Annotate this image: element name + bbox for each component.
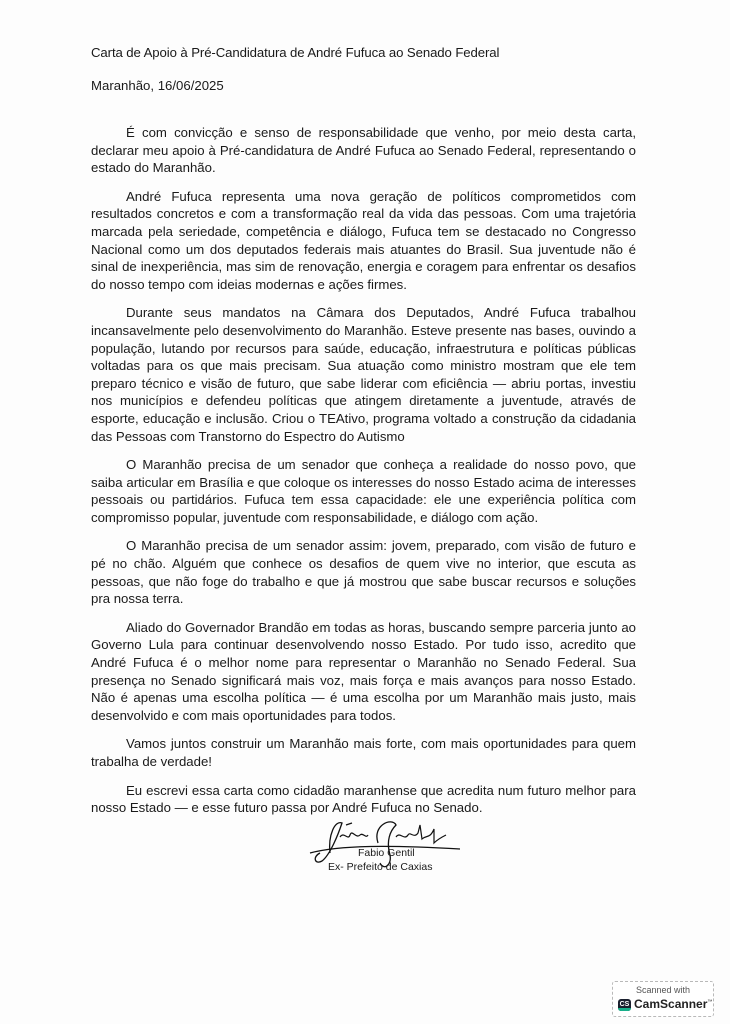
letter-body <box>91 124 636 828</box>
paragraph-call-to-action: Vamos juntos construir um Maranhão mais forte, com mais oportunidades para quem trabalha de verdade! <box>91 736 636 769</box>
letter-place-date: Maranhão, 16/06/2025 <box>91 78 224 93</box>
trademark-mark: ™ <box>707 999 713 1005</box>
paragraph-opening: É com convicção e senso de responsabilidade que venho, por meio desta carta, declarar meu apoio à Pré-candidatura de André Fufuca ao Senado Federal, representando o estado do Maranhão. <box>91 125 636 176</box>
camscanner-logo-icon: CS <box>618 999 631 1011</box>
signer-role: Ex- Prefeito de Caxias <box>328 861 433 873</box>
scanned-with-label: Scanned with <box>635 985 691 995</box>
camscanner-brand <box>634 997 712 1011</box>
paragraph-closing: Eu escrevi essa carta como cidadão maranhense que acredita num futuro melhor para nosso Estado — e esse futuro passa por André Fufuca no Senado. <box>91 782 636 816</box>
brand-name: CamScanner <box>634 997 708 1011</box>
paragraph-alliance: Aliado do Governador Brandão em todas as horas, buscando sempre parceria junto ao Governo Lula para continuar desenvolvendo nosso Estado. Por tudo isso, acredito que André Fufuca é o melhor nome para representar o Maranhão no Senado Federal. Sua presença no Senado significará mais voz, mais força e mais avanços para nosso Estado. Não é apenas uma escolha política — é uma escolha por um Maranhão mais justo, mais desenvolvido e com mais oportunidades para todos. <box>91 619 636 723</box>
camscanner-watermark <box>612 981 714 1017</box>
paragraph-senator-needs: O Maranhão precisa de um senador que conheça a realidade do nosso povo, que saiba articular em Brasília e que coloque os interesses do nosso Estado acima de interesses pessoais ou partidários. Fufuca tem essa capacidade: ele une experiência política com compromisso popular, juventude com responsabilidade, e diálogo com ação. <box>91 457 636 525</box>
letter-title: Carta de Apoio à Pré-Candidatura de André Fufuca ao Senado Federal <box>91 45 500 60</box>
signature-block <box>300 815 500 885</box>
paragraph-senator-profile: O Maranhão precisa de um senador assim: jovem, preparado, com visão de futuro e pé no chão. Alguém que conhece os desafios de quem vive no interior, que escuta as pessoas, que não foge do trabalho e que já mostrou que sabe buscar recursos e soluções pra nossa terra. <box>91 538 636 607</box>
paragraph-mandates: Durante seus mandatos na Câmara dos Deputados, André Fufuca trabalhou incansavelmente pelo desenvolvimento do Maranhão. Esteve presente nas bases, ouvindo a população, lutando por recursos para saúde, educação, infraestrutura e políticas públicas voltadas para os que mais precisam. Sua atuação como ministro mostram que ele tem preparo técnico e visão de futuro, que sabe liderar com eficiência — abriu portas, investiu nos municípios e defendeu políticas que atingem diretamente a juventude, através de esporte, educação e inclusão. Criou o TEAtivo, programa voltado a construção da cidadania das Pessoas com Transtorno do Espectro do Autismo <box>91 305 636 444</box>
signer-name: Fabio Gentil <box>358 847 415 859</box>
paragraph-new-generation: André Fufuca representa uma nova geração de políticos comprometidos com resultados concretos e com a transformação real da vida das pessoas. Com uma trajetória marcada pela seriedade, competência e diálogo, Fufuca tem se destacado no Congresso Nacional como um dos deputados federais mais atuantes do Brasil. Sua juventude não é sinal de inexperiência, mas sim de renovação, energia e coragem para enfrentar os desafios do nosso tempo com ideias modernas e ações firmes. <box>91 188 636 292</box>
